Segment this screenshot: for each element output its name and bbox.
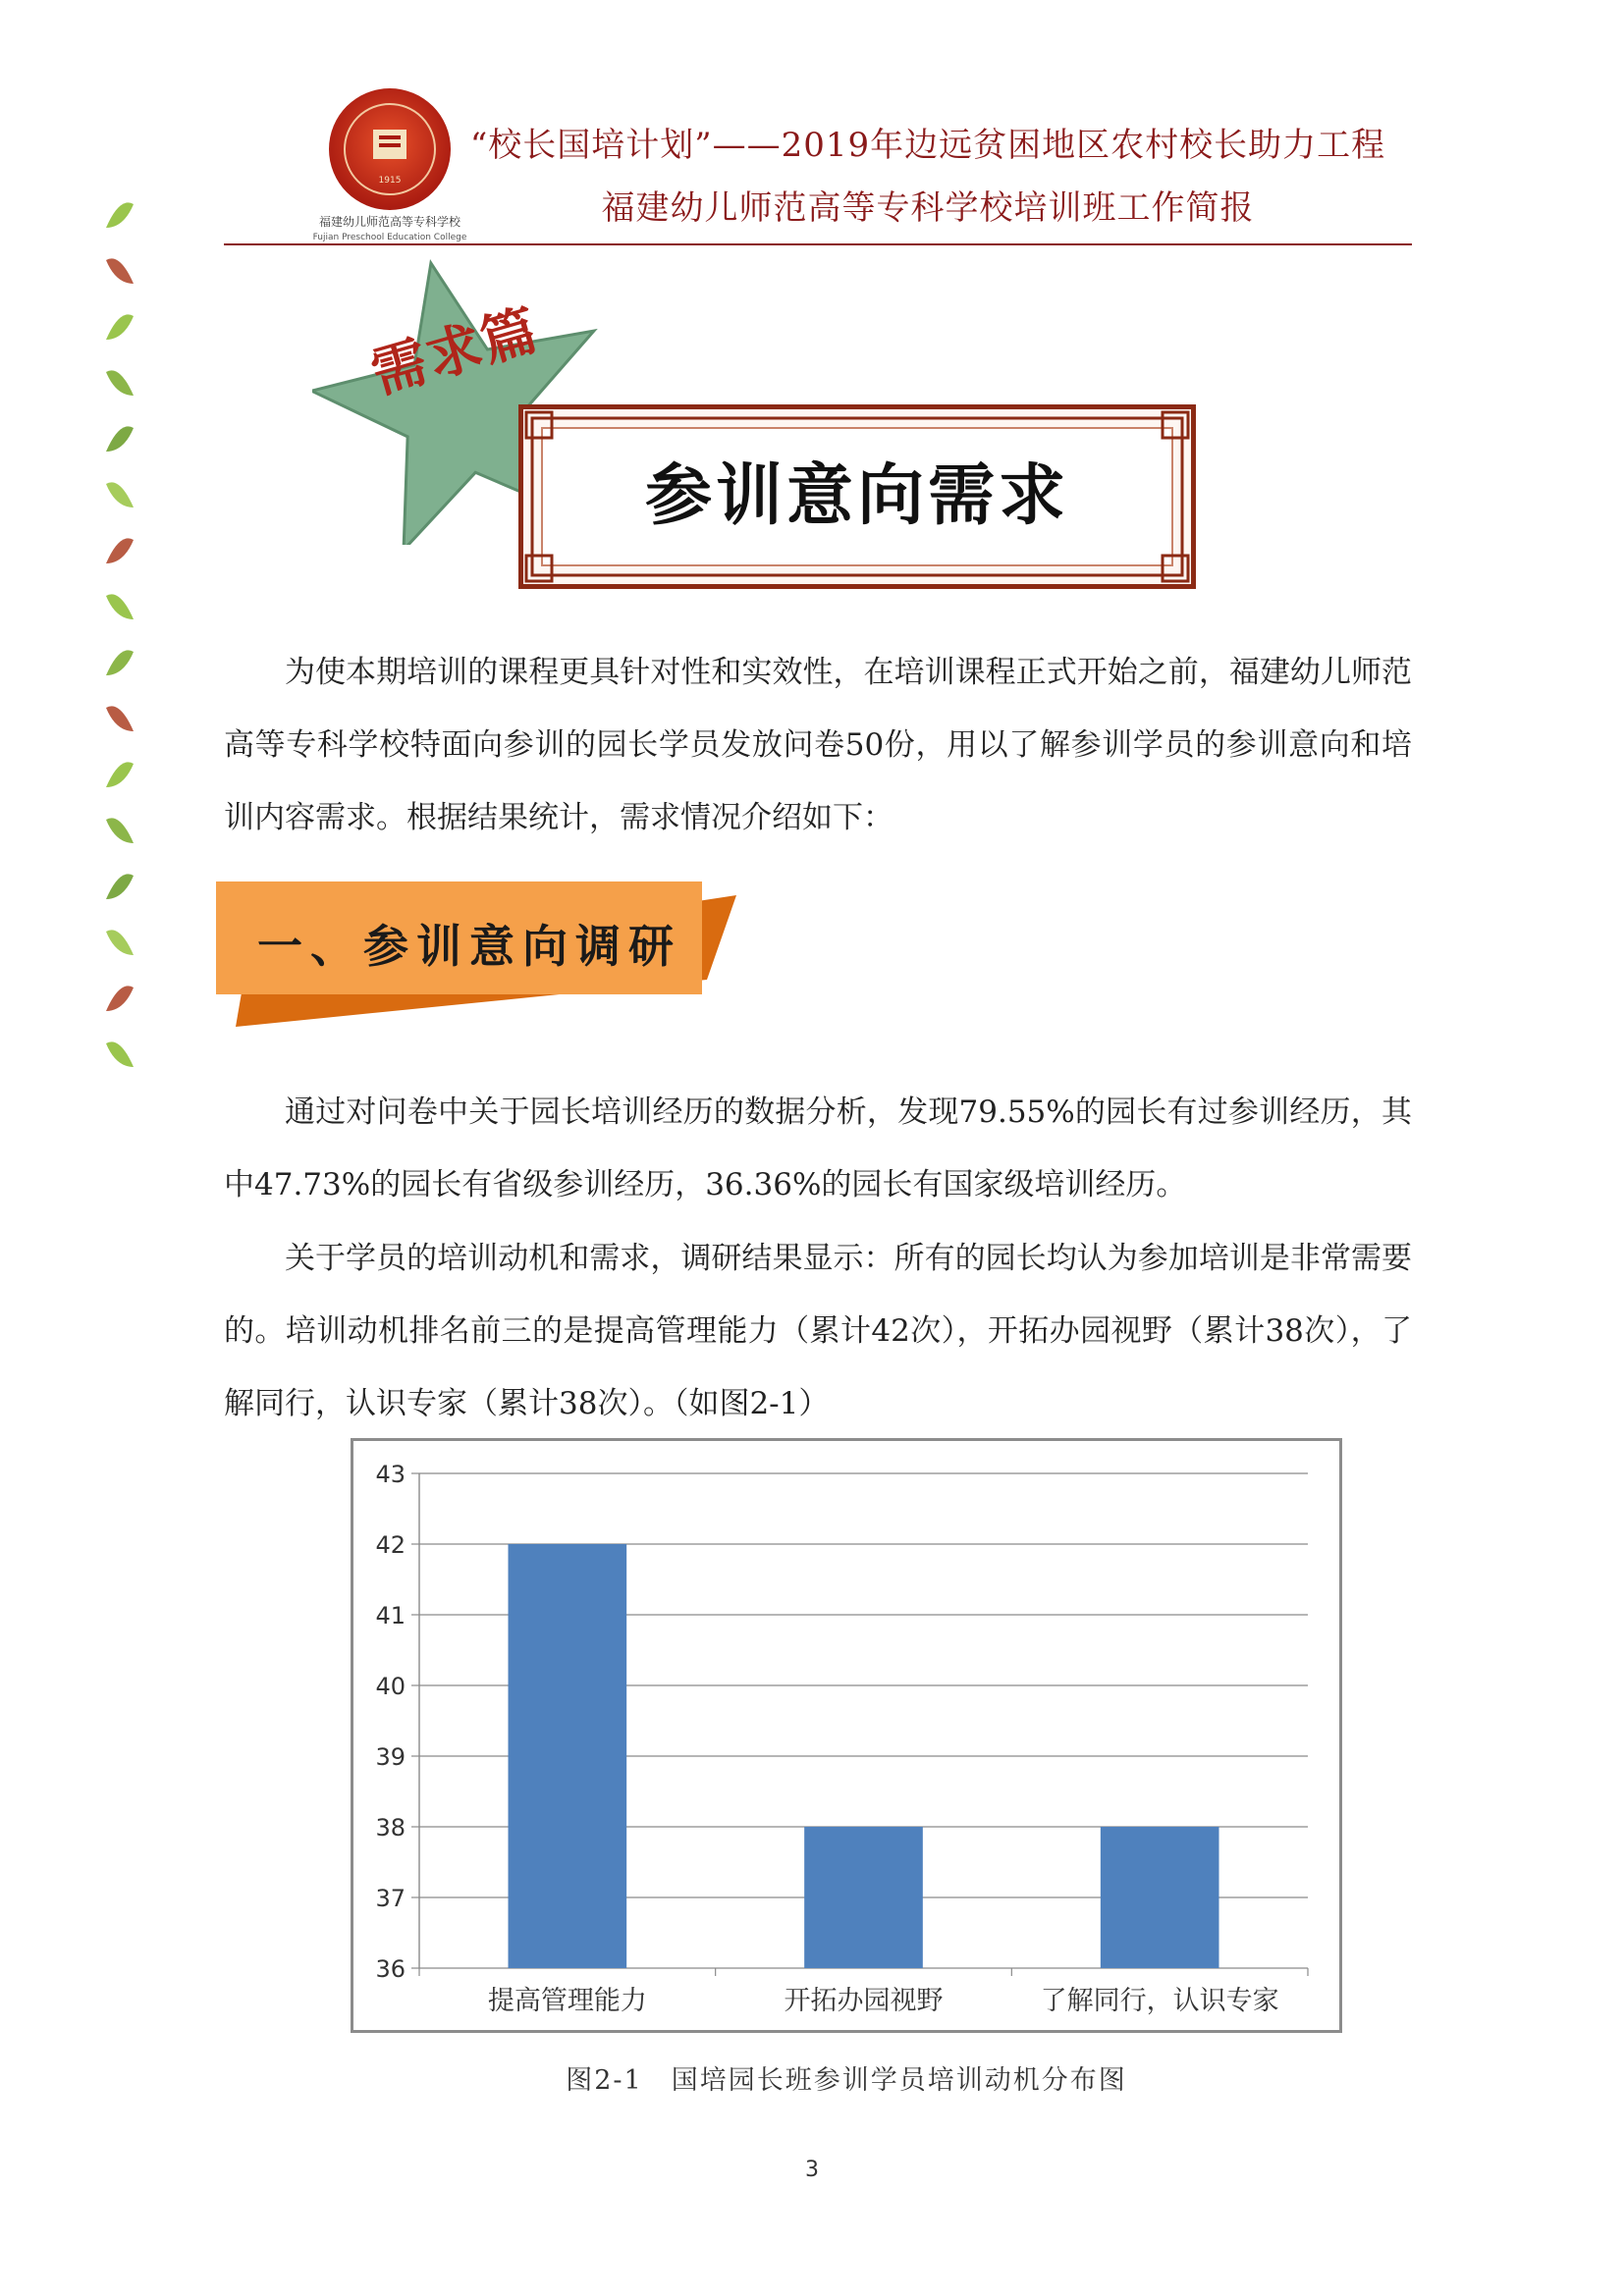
leaf-icon — [106, 202, 134, 228]
x-category-label: 了解同行，认识专家 — [1040, 1986, 1279, 2016]
leaf-icon — [106, 370, 134, 396]
leaf-border-decoration — [90, 187, 149, 1099]
leaf-icon — [106, 650, 134, 675]
leaf-icon — [106, 930, 134, 955]
y-tick-label: 40 — [375, 1673, 406, 1700]
header-title: “校长国培计划”——2019年边远贫困地区农村校长助力工程 — [469, 126, 1386, 165]
svg-text:1915: 1915 — [378, 176, 402, 186]
leaf-icon — [106, 314, 134, 340]
svg-text:Fujian Preschool Education Col: Fujian Preschool Education College — [312, 233, 467, 242]
leaf-icon — [106, 538, 134, 563]
y-tick-label: 43 — [375, 1461, 406, 1488]
leaf-icon — [106, 706, 134, 731]
leaf-icon — [106, 1041, 134, 1067]
leaf-icon — [106, 594, 134, 619]
y-tick-label: 41 — [375, 1602, 406, 1629]
y-tick-label: 37 — [375, 1885, 406, 1912]
y-tick-label: 38 — [375, 1814, 406, 1842]
section-title: 参训意向需求 — [644, 457, 1069, 535]
page-number: 3 — [805, 2158, 819, 2182]
svg-text:福建幼儿师范高等专科学校: 福建幼儿师范高等专科学校 — [318, 215, 461, 229]
leaf-icon — [106, 426, 134, 452]
intro-paragraph: 为使本期培训的课程更具针对性和实效性，在培训课程正式开始之前，福建幼儿师范高等专科学校特面向参训的园长学员发放问卷50份，用以了解参训学员的参训意向和培训内容需求。根据结果统计，需求情况介绍如下： — [224, 655, 1412, 835]
y-tick-label: 39 — [375, 1743, 406, 1771]
x-category-label: 开拓办园视野 — [784, 1986, 944, 2016]
header-divider — [224, 243, 1412, 245]
leaf-icon — [106, 818, 134, 843]
bar — [804, 1827, 923, 1968]
subsection-title: 一、参训意向调研 — [257, 920, 681, 973]
leaf-icon — [106, 874, 134, 899]
y-tick-label: 42 — [375, 1531, 406, 1559]
badge-label: 需求篇 — [364, 297, 547, 407]
bar — [1101, 1827, 1219, 1968]
bar — [509, 1544, 627, 1968]
x-category-label: 提高管理能力 — [487, 1986, 647, 2016]
motivation-bar-chart — [351, 1438, 1342, 2033]
leaf-icon — [106, 482, 134, 507]
header-subtitle: 福建幼儿师范高等专科学校培训班工作简报 — [601, 188, 1255, 228]
leaf-icon — [106, 762, 134, 787]
y-tick-label: 36 — [375, 1955, 406, 1983]
leaf-icon — [106, 258, 134, 284]
experience-paragraph: 通过对问卷中关于园长培训经历的数据分析，发现79.55%的园长有过参训经历，其中47.73%的园长有省级参训经历，36.36%的园长有国家级培训经历。 — [224, 1095, 1412, 1202]
motivation-paragraph: 关于学员的培训动机和需求，调研结果显示：所有的园长均认为参加培训是非常需要的。培训动机排名前三的是提高管理能力（累计42次），开拓办园视野（累计38次），了解同行，认识专家（累计38次）。（如图2-1） — [224, 1241, 1412, 1421]
leaf-icon — [106, 986, 134, 1011]
figure-caption: 图2-1 国培园长班参训学员培训动机分布图 — [566, 2065, 1127, 2096]
